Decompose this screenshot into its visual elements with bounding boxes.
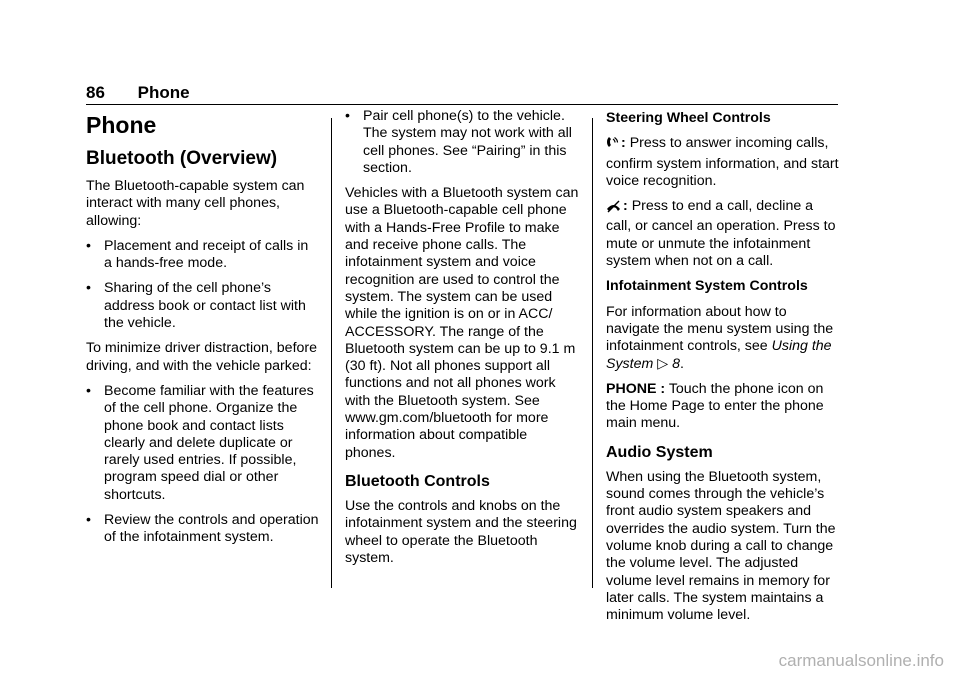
end-call-icon: [606, 200, 621, 218]
pairing-list: [345, 108, 581, 177]
audio-system-paragraph: When using the Bluetooth system, sound comes through the vehicle’s front audio system speakers and overrides the audio system. Turn the volume knob during a call to change the volume level. The adjusted volume level remains in memory for later calls. The system maintains a minimum volume level.: [606, 468, 836, 624]
feature-list: [86, 238, 320, 332]
watermark: carmanualsonline.info: [778, 651, 944, 670]
audio-system-heading: Audio System: [606, 443, 713, 461]
column-divider-1: [331, 118, 332, 588]
bullet: •: [86, 382, 91, 399]
using-the-system-link[interactable]: Using the System: [606, 338, 832, 372]
steering-wheel-controls-heading: Steering Wheel Controls: [606, 110, 771, 126]
bluetooth-system-paragraph: Vehicles with a Bluetooth system can use a Bluetooth-capable cell phone with a Hands-Free Profile to make and receive phone calls. The infotainment system and voice recognition are used to control the system. The system can be used while the ignition is on or in ACC/ ACCESSORY. The range of the Bluetooth system can be up to 9.1 m (30 ft). Not all phones support all functions and not all phones work with the Bluetooth system. See www.gm.com/bluetooth for more information about compatible phones.: [345, 185, 579, 461]
phone-item: PHONE : Touch the phone icon on the Home Page to enter the phone main menu.: [606, 380, 824, 432]
phone-label: PHONE :: [606, 380, 666, 397]
bullet: •: [86, 512, 91, 529]
bullet: •: [86, 237, 91, 254]
list-item: • Review the controls and operation of the infotainment system.: [86, 512, 319, 546]
bluetooth-overview-heading: Bluetooth (Overview): [86, 148, 278, 169]
preparation-list: [86, 383, 320, 547]
controls-paragraph: Use the controls and knobs on the infotainment system and the steering wheel to operate the Bluetooth system.: [345, 497, 577, 566]
voice-answer-icon: [606, 135, 619, 155]
bluetooth-controls-heading: Bluetooth Controls: [345, 472, 490, 490]
list-item: • Sharing of the cell phone’s address book or contact list with the vehicle.: [86, 280, 306, 332]
list-item: • Become familiar with the features of the cell phone. Organize the phone book and contact lists clearly and delete duplicate or rarely used entries. If possible, program speed dial or other shortcuts.: [86, 382, 314, 503]
page-ref-icon: ▷: [657, 355, 669, 372]
list-item: • Placement and receipt of calls in a hands-free mode.: [86, 237, 309, 272]
column-2: [345, 108, 581, 575]
header-rule: [86, 104, 838, 105]
list-item: • Pair cell phone(s) to the vehicle. The system may not work with all cell phones. See “Pairing” in this section.: [345, 108, 572, 176]
infotainment-controls-heading: Infotainment System Controls: [606, 278, 808, 295]
bullet: •: [345, 108, 350, 124]
column-divider-2: [592, 118, 593, 588]
intro-paragraph: The Bluetooth-capable system can interact with many cell phones, allowing:: [86, 178, 305, 229]
navigation-paragraph: For information about how to navigate the menu system using the infotainment controls, see Using the System ▷ 8.: [606, 303, 834, 372]
answer-control-item: : Press to answer incoming calls, confirm system information, and start voice recognition.: [606, 135, 839, 189]
page-ref-number[interactable]: 8: [672, 355, 681, 372]
bullet: •: [86, 280, 91, 297]
page-title: Phone: [86, 112, 157, 138]
column-1: [86, 108, 320, 555]
end-control-item: : Press to end a call, decline a call, or cancel an operation. Press to mute or unmute the infotainment system when not on a call.: [606, 198, 836, 270]
distraction-paragraph: To minimize driver distraction, before driving, and with the vehicle parked:: [86, 340, 318, 374]
column-3: [606, 110, 840, 632]
header-section: Phone: [137, 83, 190, 102]
page-header: [86, 83, 190, 103]
page-number: 86: [86, 83, 105, 102]
